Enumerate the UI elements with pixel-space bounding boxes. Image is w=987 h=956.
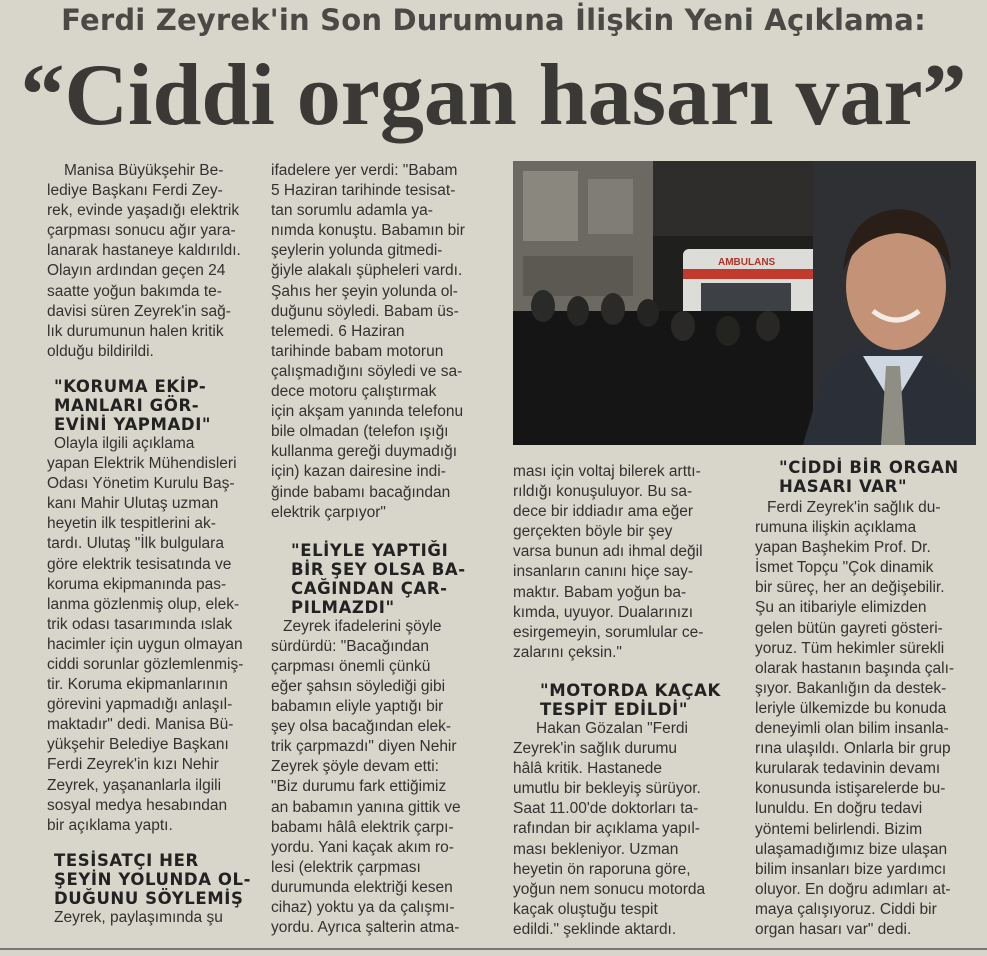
column-1 bbox=[47, 161, 257, 928]
column-3 bbox=[513, 462, 741, 940]
subheading-line: TESPİT EDİLDİ" bbox=[540, 699, 689, 719]
text-line: rumuna ilişkin açıklama bbox=[755, 519, 917, 537]
text-line: Zeyrek şöyle devam etti: bbox=[271, 758, 439, 776]
text-line: ciddi sorunlar gözlemlenmiş- bbox=[47, 655, 244, 673]
text-line: çarpması önemli çünkü bbox=[271, 657, 431, 675]
text-line: çalışmadığını söyledi ve sa- bbox=[271, 362, 463, 380]
text-line: "Biz durumu fark ettiğimiz bbox=[271, 778, 447, 796]
text-line: için) kazan dairesine indi- bbox=[271, 463, 446, 481]
crowd-person bbox=[531, 290, 555, 322]
text-line: tardı. Ulutaş "İlk bulgulara bbox=[47, 535, 224, 553]
subheading-line: ŞEYİN YOLUNDA OL- bbox=[54, 869, 252, 889]
text-line: lunuldu. En doğru tedavi bbox=[755, 800, 923, 818]
text-line: trik çarpmazdı" diyen Nehir bbox=[271, 738, 457, 756]
text-line: heyetin ön raporuna göre, bbox=[513, 860, 691, 878]
text-line: yöntemi belirlendi. Bizim bbox=[755, 820, 923, 838]
text-line: maktadır" dedi. Manisa Bü- bbox=[47, 716, 234, 734]
building-window bbox=[523, 171, 578, 241]
text-line: lediye Başkanı Ferdi Zey- bbox=[47, 182, 223, 200]
text-line: yoruz. Tüm hekimler sürekli bbox=[755, 639, 945, 657]
text-line: için akşam yanında telefonu bbox=[271, 403, 464, 421]
text-line: şey olsa bacağından elek- bbox=[271, 718, 452, 736]
text-line: maktır. Babam yoğun ba- bbox=[513, 583, 687, 601]
text-line: Ferdi Zeyrek'in sağlık du- bbox=[767, 499, 941, 516]
text-line: sürdürdü: "Bacağından bbox=[271, 637, 430, 655]
subheading-line: CAĞINDAN ÇAR- bbox=[291, 578, 448, 598]
text-line: Şahıs her şeyin yolunda ol- bbox=[271, 282, 458, 300]
text-line: an babamın yanına gittik ve bbox=[271, 798, 461, 816]
text-line: davisi süren Zeyrek'in sağ- bbox=[47, 302, 231, 320]
text-line: Şu an itibariyle elimizden bbox=[755, 599, 927, 617]
text-line: Hakan Gözalan "Ferdi bbox=[536, 719, 688, 737]
text-line: yordu. Ayrıca şalterin atma- bbox=[271, 919, 460, 937]
text-line: rek, evinde yaşadığı elektrik bbox=[47, 202, 240, 220]
news-photo bbox=[513, 161, 976, 445]
subheading-line: TESİSATÇI HER bbox=[54, 850, 199, 870]
text-line: deneyimli olan bilim insanla- bbox=[755, 720, 949, 738]
text-line: lesi (elektrik çarpması bbox=[271, 858, 421, 876]
subheading bbox=[54, 851, 257, 908]
text-line: rıldığı konuşuluyor. Bu sa- bbox=[513, 483, 693, 501]
text-line: kanı Mahir Ulutaş uzman bbox=[47, 495, 219, 513]
subheading-line: PILMAZDI" bbox=[291, 597, 395, 617]
ambulance-stripe bbox=[683, 269, 823, 279]
headline: “Ciddi organ hasarı var” bbox=[20, 47, 967, 144]
column-4 bbox=[755, 458, 983, 940]
text-line: rafından bir açıklama yapıl- bbox=[513, 820, 700, 838]
col1-intro bbox=[47, 161, 257, 181]
text-line: göre elektrik tesisatında ve bbox=[47, 555, 232, 573]
text-line: yoğun nem sonucu motorda bbox=[513, 880, 706, 898]
text-line: tan sorumlu adamla ya- bbox=[271, 202, 433, 220]
bottom-rule bbox=[0, 948, 987, 950]
text-line: bilim insanları bize yardımcı bbox=[755, 860, 947, 878]
text-line: insanların canını hiçe say- bbox=[513, 563, 694, 581]
subheading-line: "MOTORDA KAÇAK bbox=[540, 680, 721, 700]
text-line: duğunu söyledi. Babam üs- bbox=[271, 302, 459, 320]
text-line: sosyal medya hesabından bbox=[47, 796, 228, 814]
text-line: Saat 11.00'de doktorları ta- bbox=[513, 800, 699, 818]
text-line: oluyor. En doğru adımları at- bbox=[755, 880, 951, 898]
subheading bbox=[779, 458, 983, 496]
text-line: ması için voltaj bilerek arttı- bbox=[513, 463, 701, 480]
text-line: umutlu bir bekleyiş sürüyor. bbox=[513, 780, 701, 798]
text-line: dece bir iddiadır ama eğer bbox=[513, 503, 694, 521]
text-line: ifadelere yer verdi: "Babam bbox=[271, 162, 458, 179]
text-line: esirgemeyin, sorumlular ce- bbox=[513, 623, 704, 641]
text-line: konusunda istişarelerde bu- bbox=[755, 780, 946, 798]
text-line: hacimler için uygun olmayan bbox=[47, 635, 243, 653]
text-line: hâlâ kritik. Hastanede bbox=[513, 760, 663, 778]
text-line: bir süreç, her an değişebilir. bbox=[755, 579, 945, 597]
subheading-line: MANLARI GÖR- bbox=[54, 395, 200, 415]
text-line: leriyle ülkemizde bu konuda bbox=[755, 699, 947, 717]
text-line: heyetin ilk tespitlerini ak- bbox=[47, 515, 216, 533]
crowd-person bbox=[601, 293, 625, 325]
text-line: görevini yapmadığı anlaşıl- bbox=[47, 696, 233, 714]
text-line: durumunda elektriği kesen bbox=[271, 878, 453, 896]
subheading bbox=[540, 681, 741, 719]
text-line: telemedi. 6 Haziran bbox=[271, 322, 405, 340]
text-line: tarihinde babam motorun bbox=[271, 342, 444, 360]
text-line: rına ulaşıldı. Onlarla bir grup bbox=[755, 740, 951, 758]
text-line: Manisa Büyükşehir Be- bbox=[64, 162, 224, 179]
text-line: yapan Başhekim Prof. Dr. bbox=[755, 539, 931, 557]
subheading-line: "KORUMA EKİP- bbox=[54, 376, 207, 396]
text-line: koruma ekipmanında pas- bbox=[47, 575, 227, 593]
text-line: babamı hâlâ elektrik çarpı- bbox=[271, 818, 454, 836]
text-line: bile olmadan (telefon ışığı bbox=[271, 423, 449, 441]
text-line: cihaz) yoktu ya da çalışmı- bbox=[271, 899, 455, 916]
text-line: bir açıklama yaptı. bbox=[47, 816, 173, 834]
text-line: babamın eliyle yaptığı bir bbox=[271, 698, 444, 716]
subheading bbox=[291, 541, 493, 617]
crowd-person bbox=[756, 311, 780, 341]
crowd-person bbox=[671, 311, 695, 341]
text-line: Olayla ilgili açıklama bbox=[54, 434, 195, 452]
text-line: Zeyrek ifadelerini şöyle bbox=[283, 617, 442, 635]
crowd-person bbox=[637, 299, 659, 327]
text-line: gelen bütün gayreti gösteri- bbox=[755, 619, 943, 637]
text-line: eğer şahsın söylediği gibi bbox=[271, 677, 446, 695]
text-line: zalarını çeksin." bbox=[513, 643, 622, 661]
text-line: dece motoru çalıştırmak bbox=[271, 383, 437, 401]
text-line: maya çalışıyoruz. Ciddi bir bbox=[755, 900, 937, 918]
text-line: kaçak oluştuğu tespit bbox=[513, 900, 658, 918]
text-line: varsa bunun adı ihmal değil bbox=[513, 543, 703, 561]
text-line: Olayın ardından geçen 24 bbox=[47, 262, 226, 280]
text-line: yapan Elektrik Mühendisleri bbox=[47, 455, 237, 473]
ambulance-windshield bbox=[701, 283, 791, 315]
text-line: ğinde babamı bacağından bbox=[271, 483, 451, 501]
ambulance-label: AMBULANS bbox=[718, 257, 776, 268]
text-line: gerçekten böyle bir şey bbox=[513, 523, 673, 541]
text-line: olduğu bildirildi. bbox=[47, 342, 154, 360]
subheading bbox=[54, 377, 257, 434]
crowd-person bbox=[567, 296, 589, 326]
text-line: kımda, uyuyor. Dualarınızı bbox=[513, 603, 694, 621]
text-line: yordu. Yani kaçak akım ro- bbox=[271, 838, 454, 856]
text-line: nımda konuştu. Babamın bir bbox=[271, 222, 465, 240]
text-line: Ferdi Zeyrek'in kızı Nehir bbox=[47, 756, 219, 774]
subheading-line: BİR ŞEY OLSA BA- bbox=[291, 559, 466, 579]
text-line: ğiyle alakalı şüpheleri vardı. bbox=[271, 262, 463, 280]
text-line: ması bekleniyor. Uzman bbox=[513, 840, 679, 858]
text-line: kurularak tedavinin devamı bbox=[755, 760, 941, 778]
text-line: olarak hastanın başında çalı- bbox=[755, 659, 955, 677]
text-line: lık durumunun halen kritik bbox=[47, 322, 224, 340]
text-line: edildi." şeklinde aktardı. bbox=[513, 920, 677, 938]
text-line: şeylerin yolunda gitmedi- bbox=[271, 242, 443, 260]
text-line: elektrik çarpıyor" bbox=[271, 503, 386, 521]
col1-body bbox=[47, 434, 257, 454]
subheading-line: "CİDDİ BİR ORGAN bbox=[779, 458, 959, 477]
kicker: Ferdi Zeyrek'in Son Durumuna İlişkin Yeni Açıklama: bbox=[61, 3, 926, 37]
text-line: Odası Yönetim Kurulu Baş- bbox=[47, 475, 235, 493]
text-line: organ hasarı var" dedi. bbox=[755, 920, 912, 938]
text-line: Zeyrek, paylaşımında şu bbox=[54, 908, 223, 926]
text-line: Zeyrek, yaşananlarla ilgili bbox=[47, 776, 222, 794]
text-line: çarpması sonucu ağır yara- bbox=[47, 222, 236, 240]
text-line: Zeyrek'in sağlık durumu bbox=[513, 740, 678, 758]
column-2 bbox=[271, 161, 493, 938]
text-line: lanma gözlenmiş olup, elek- bbox=[47, 595, 240, 613]
text-line: İsmet Topçu "Çok dinamik bbox=[755, 559, 934, 577]
text-line: ulaşamadığımız bize ulaşan bbox=[755, 840, 948, 858]
building-window bbox=[588, 179, 633, 234]
subheading-line: "ELİYLE YAPTIĞI bbox=[291, 540, 449, 560]
photo-illustration bbox=[513, 161, 976, 445]
subheading-line: DUĞUNU SÖYLEMİŞ bbox=[54, 888, 244, 908]
crowd-person bbox=[716, 316, 740, 346]
building-window bbox=[523, 256, 633, 296]
text-line: kullanma gereği duymadığı bbox=[271, 443, 458, 461]
text-line: şıyor. Bakanlığın da destek- bbox=[755, 679, 947, 697]
text-line: saatte yoğun bakımda te- bbox=[47, 282, 222, 300]
text-line: lanarak hastaneye kaldırıldı. bbox=[47, 242, 241, 260]
subheading-line: HASARI VAR" bbox=[779, 477, 908, 496]
subheading-line: EVİNİ YAPMADI" bbox=[54, 414, 212, 434]
text-line: yükşehir Belediye Başkanı bbox=[47, 736, 229, 754]
text-line: tir. Koruma ekipmanlarının bbox=[47, 676, 228, 694]
text-line: 5 Haziran tarihinde tesisat- bbox=[271, 182, 456, 200]
text-line: trik odası tasarımında ıslak bbox=[47, 615, 233, 633]
